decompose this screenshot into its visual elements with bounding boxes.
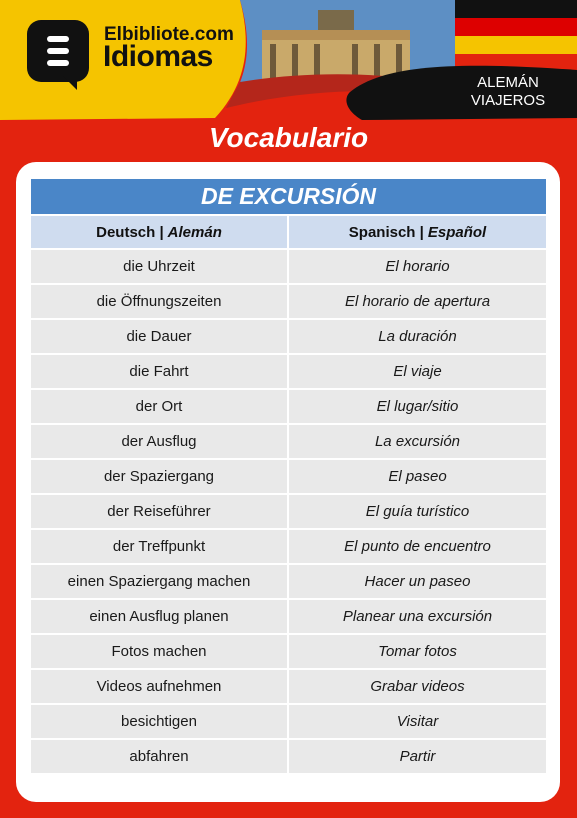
spanish-term: La excursión [289, 425, 546, 458]
spanish-term: El guía turístico [289, 495, 546, 528]
spanish-term: El horario de apertura [289, 285, 546, 318]
table-row [31, 635, 546, 668]
table-row [31, 425, 546, 458]
logo-icon [27, 20, 89, 82]
german-term: Videos aufnehmen [31, 670, 287, 703]
header-spanish-label: Spanisch | [348, 223, 424, 241]
table-row [31, 705, 546, 738]
banner-language: ALEMÁN [477, 74, 539, 91]
logo-tail [63, 76, 77, 90]
spanish-term: Tomar fotos [289, 635, 546, 668]
spanish-term: Partir [289, 740, 546, 773]
table-row [31, 250, 546, 283]
table-row [31, 285, 546, 318]
german-term: die Öffnungszeiten [31, 285, 287, 318]
german-term: der Treffpunkt [31, 530, 287, 563]
banner-category: VIAJEROS [470, 92, 546, 109]
table-row [31, 740, 546, 773]
vocabulary-table [31, 179, 546, 773]
german-term: der Ort [31, 390, 287, 423]
spanish-term: Grabar videos [289, 670, 546, 703]
german-term: die Fahrt [31, 355, 287, 388]
table-row [31, 495, 546, 528]
table-body [31, 250, 546, 773]
table-header-row [31, 216, 546, 248]
german-term: abfahren [31, 740, 287, 773]
table-row [31, 670, 546, 703]
brand-site: Elbibliote.com [104, 24, 234, 45]
header-spanish-italic: Español [427, 223, 487, 241]
spanish-term: El paseo [289, 460, 546, 493]
table-row [31, 320, 546, 353]
header-banner [0, 0, 577, 120]
spanish-term: El lugar/sitio [289, 390, 546, 423]
german-term: der Reiseführer [31, 495, 287, 528]
table-row [31, 530, 546, 563]
header-spanish [289, 216, 546, 248]
header-german [31, 216, 287, 248]
spanish-term: Planear una excursión [289, 600, 546, 633]
table-row [31, 390, 546, 423]
spanish-term: Hacer un paseo [289, 565, 546, 598]
table-row [31, 460, 546, 493]
spanish-term: El horario [289, 250, 546, 283]
table-row [31, 600, 546, 633]
table-row [31, 565, 546, 598]
spanish-term: El viaje [289, 355, 546, 388]
spanish-term: Visitar [289, 705, 546, 738]
table-title: DE EXCURSIÓN [31, 179, 546, 214]
german-term: Fotos machen [31, 635, 287, 668]
gate-icon [262, 40, 410, 80]
table-row [31, 355, 546, 388]
german-term: einen Ausflug planen [31, 600, 287, 633]
spanish-term: El punto de encuentro [289, 530, 546, 563]
header-german-label: Deutsch | [96, 223, 164, 241]
german-term: die Uhrzeit [31, 250, 287, 283]
banner-label [448, 74, 568, 110]
brand-name: Idiomas [103, 40, 213, 73]
german-term: die Dauer [31, 320, 287, 353]
german-term: besichtigen [31, 705, 287, 738]
spanish-term: La duración [289, 320, 546, 353]
german-term: einen Spaziergang machen [31, 565, 287, 598]
german-term: der Ausflug [31, 425, 287, 458]
header-german-italic: Alemán [167, 223, 222, 241]
german-term: der Spaziergang [31, 460, 287, 493]
page-title: Vocabulario [208, 122, 369, 153]
